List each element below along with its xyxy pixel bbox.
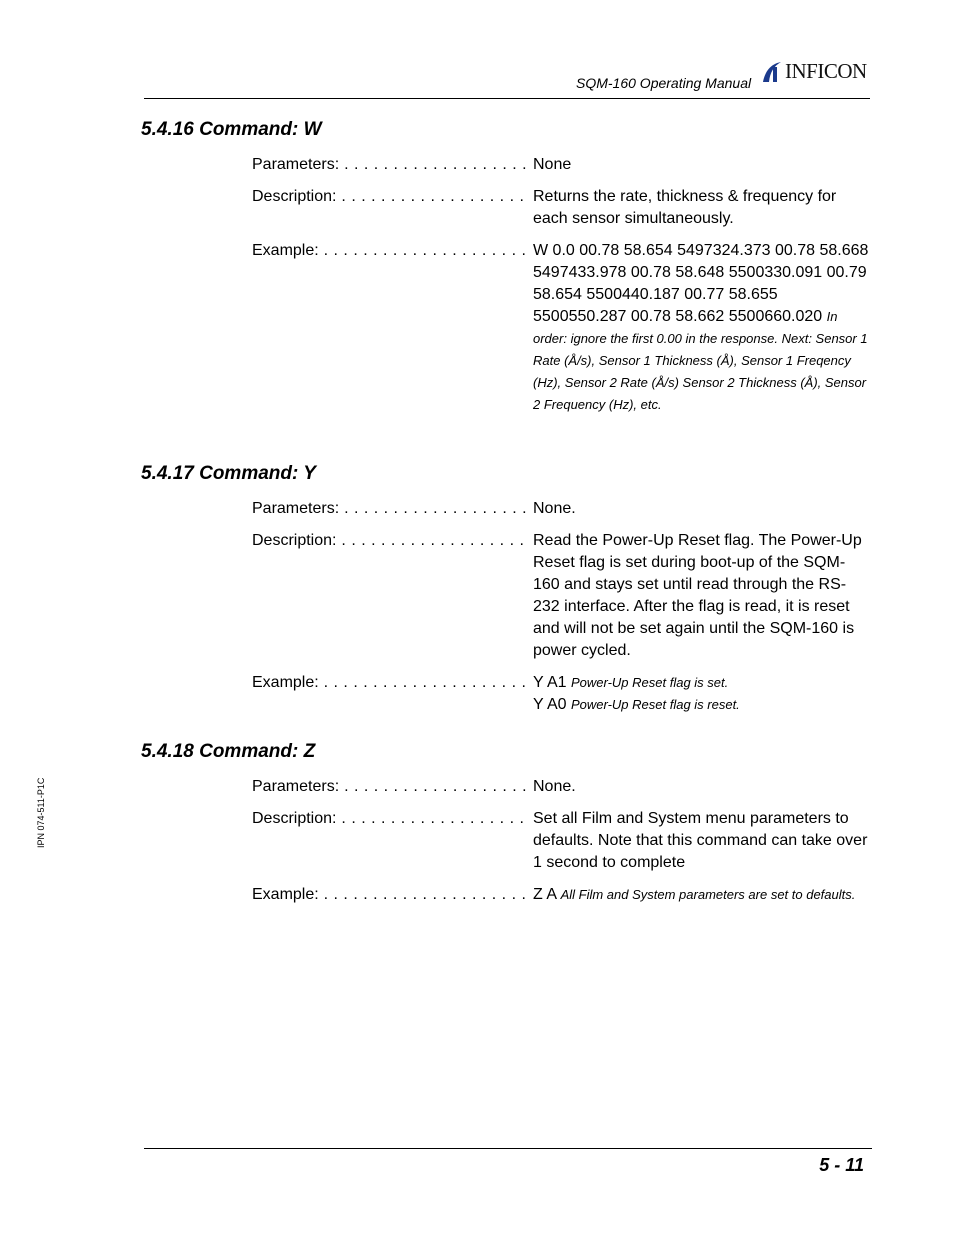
- example-code: Y A1: [533, 674, 567, 691]
- page-number: 5 - 11: [819, 1155, 864, 1175]
- description-label: Description:: [252, 532, 337, 549]
- ipn-side-label: IPN 074-511-P1C: [36, 777, 46, 848]
- leader-dots: . . . . . . . . . . . . . . . . . . .: [336, 532, 525, 549]
- description-row: [0, 186, 954, 230]
- header-rule: [144, 98, 870, 99]
- description-label: Description:: [252, 188, 337, 205]
- example-row: [0, 884, 954, 906]
- section-command-w: [0, 118, 954, 426]
- example-note: Power-Up Reset flag is reset.: [570, 697, 740, 712]
- section-heading: 5.4.16 Command: W: [141, 119, 322, 140]
- example-note: All Film and System parameters are set to defaults.: [560, 887, 856, 902]
- description-row: [0, 530, 954, 662]
- leader-dots: . . . . . . . . . . . . . . . . . . . . .: [318, 242, 527, 259]
- inficon-swoosh-icon: [761, 60, 783, 84]
- leader-dots: . . . . . . . . . . . . . . . . . . .: [339, 156, 528, 173]
- leader-dots: . . . . . . . . . . . . . . . . . . .: [339, 778, 528, 795]
- example-value: [533, 884, 869, 906]
- parameters-label: Parameters:: [252, 500, 340, 517]
- example-row: [0, 240, 954, 416]
- section-heading: 5.4.18 Command: Z: [141, 741, 316, 762]
- example-value: [533, 240, 869, 416]
- example-row: [0, 672, 954, 716]
- example-label: Example:: [252, 674, 319, 691]
- logo-text: INFICON: [785, 59, 867, 83]
- leader-dots: . . . . . . . . . . . . . . . . . . . . .: [318, 674, 527, 691]
- example-line: [533, 694, 869, 716]
- example-line: [533, 672, 869, 694]
- parameters-row: [0, 776, 954, 798]
- parameters-value: None.: [533, 778, 576, 795]
- section-command-y: [0, 462, 954, 726]
- example-value: [533, 672, 869, 716]
- description-value: Set all Film and System menu parameters to defaults. Note that this command can take over 1 second to complete: [533, 810, 868, 871]
- section-heading: 5.4.17 Command: Y: [141, 463, 316, 484]
- leader-dots: . . . . . . . . . . . . . . . . . . .: [339, 500, 528, 517]
- example-note: Power-Up Reset flag is set.: [570, 675, 729, 690]
- description-value: Read the Power-Up Reset flag. The Power-Up Reset flag is set during boot-up of the SQM-160 and stays set until read through the RS-232 interface. After the flag is read, it is reset and will not be set again until the SQM-160 is power cycled.: [533, 532, 862, 659]
- parameters-row: [0, 498, 954, 520]
- leader-dots: . . . . . . . . . . . . . . . . . . .: [336, 188, 525, 205]
- example-note: In order: ignore the first 0.00 in the response. Next: Sensor 1 Rate (Å/s), Sensor 1 Thickness (Å), Sensor 1 Freqency (Hz), Sensor 2 Rate (Å/s) Sensor 2 Thickness (Å), Sensor 2 Frequency (Hz), etc.: [533, 309, 868, 412]
- footer-rule: [144, 1148, 872, 1149]
- description-label: Description:: [252, 810, 337, 827]
- leader-dots: . . . . . . . . . . . . . . . . . . . . .: [318, 886, 527, 903]
- header-title: SQM-160 Operating Manual: [576, 75, 752, 91]
- example-label: Example:: [252, 886, 319, 903]
- example-code: Y A0: [533, 696, 567, 713]
- example-code: W 0.0 00.78 58.654 5497324.373 00.78 58.668 5497433.978 00.78 58.648 5500330.091 00.79 58.654 5500440.187 00.77 58.655 5500550.287 00.78 58.662 5500660.020: [533, 242, 869, 325]
- parameters-value: None: [533, 156, 572, 173]
- parameters-row: [0, 154, 954, 176]
- parameters-label: Parameters:: [252, 778, 340, 795]
- example-label: Example:: [252, 242, 319, 259]
- inficon-logo: [761, 59, 867, 84]
- parameters-value: None.: [533, 500, 576, 517]
- description-value: Returns the rate, thickness & frequency for each sensor simultaneously.: [533, 188, 837, 227]
- description-row: [0, 808, 954, 874]
- leader-dots: . . . . . . . . . . . . . . . . . . .: [336, 810, 525, 827]
- section-command-z: [0, 740, 954, 916]
- example-code: Z A: [533, 886, 557, 903]
- parameters-label: Parameters:: [252, 156, 340, 173]
